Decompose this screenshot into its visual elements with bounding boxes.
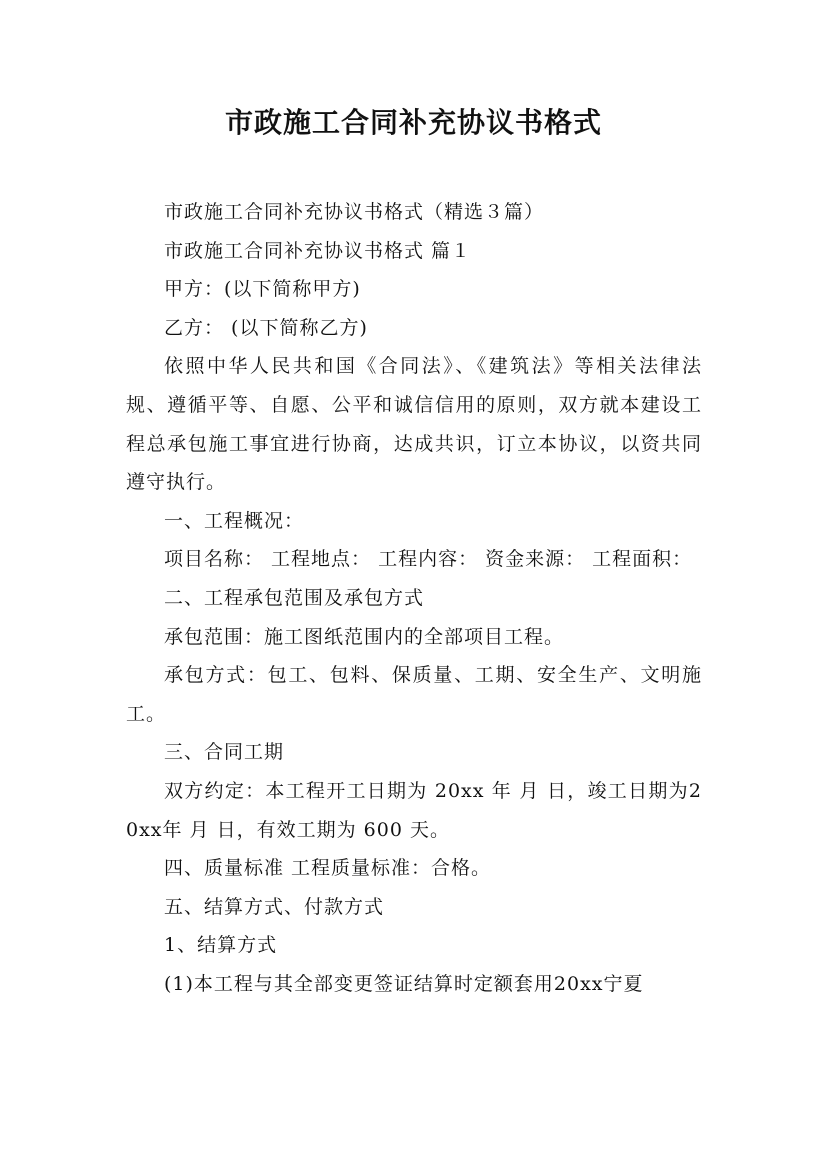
- paragraph-heading-payment: 五、结算方式、付款方式: [164, 895, 385, 918]
- paragraph-party-a: 甲方：(以下简称甲方): [164, 278, 361, 301]
- paragraph-party-b: 乙方： (以下简称乙方): [164, 316, 368, 339]
- paragraph-heading-scope: 二、工程承包范围及承包方式: [164, 586, 425, 609]
- paragraph-project-fields: 项目名称： 工程地点： 工程内容： 资金来源： 工程面积：: [164, 548, 693, 571]
- paragraph-heading-overview: 一、工程概况：: [164, 509, 305, 532]
- paragraph-preamble: 依照中华人民共和国《合同法》、《建筑法》等相关法律法规、遵循平等、自愿、公平和诚信信用的原则，双方就本建设工程总承包施工事宜进行协商，达成共识，订立本协议，以资共同遵守执行。: [126, 355, 702, 494]
- paragraph-heading-schedule: 三、合同工期: [164, 741, 285, 764]
- paragraph-settlement-heading: 1、结算方式: [164, 934, 278, 957]
- paragraph-subtitle: 市政施工合同补充协议书格式（精选３篇）: [164, 201, 545, 223]
- paragraph-contract-method: 承包方式：包工、包料、保质量、工期、安全生产、文明施工。: [126, 664, 702, 725]
- paragraph-schedule: 双方约定：本工程开工日期为 20xx 年 月 日，竣工日期为20xx年 月 日，有效工期为 600 天。: [126, 779, 702, 841]
- paragraph-scope: 承包范围：施工图纸范围内的全部项目工程。: [164, 625, 565, 648]
- paragraph-section-heading: 市政施工合同补充协议书格式 篇１: [164, 239, 472, 262]
- document-body: [126, 193, 702, 1003]
- paragraph-settlement-item-1: (1)本工程与其全部变更签证结算时定额套用20xx宁夏: [164, 972, 644, 995]
- paragraph-quality: 四、质量标准 工程质量标准：合格。: [164, 857, 492, 880]
- document-title: 市政施工合同补充协议书格式: [224, 106, 602, 139]
